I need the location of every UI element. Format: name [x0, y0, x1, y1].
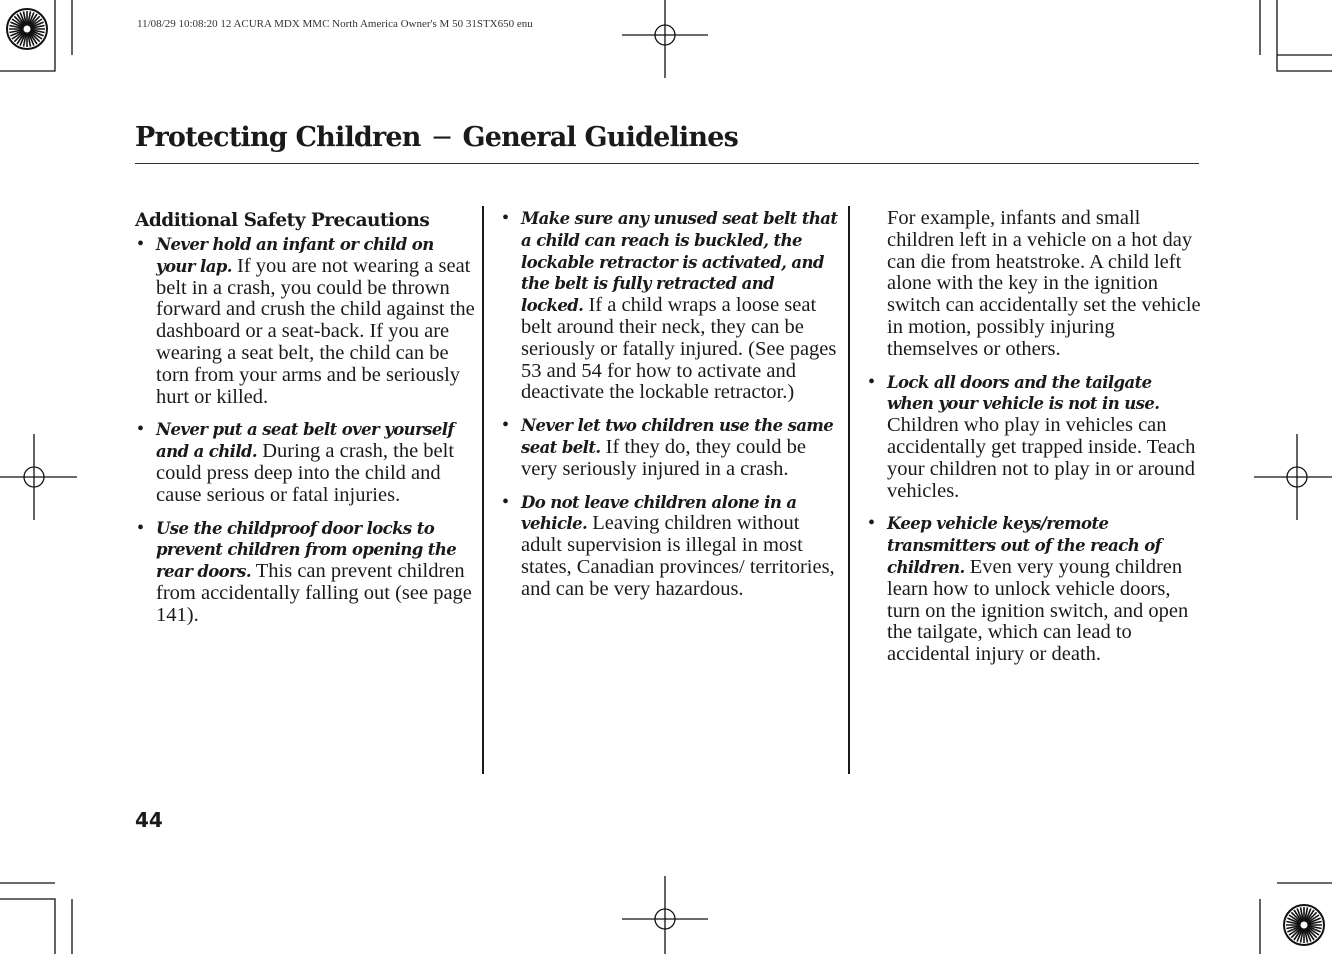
column-divider	[848, 206, 850, 774]
page-number: 44	[135, 808, 163, 832]
bullet-text: Leaving children without adult supervision is illegal in most states, Canadian provinces/ territories, and can be very hazardous.	[521, 512, 835, 600]
list-item	[500, 208, 840, 404]
bullet-text: During a crash, the belt could press deep into the child and cause serious or fatal injuries.	[156, 440, 455, 506]
registration-target-icon	[1284, 905, 1324, 945]
bullet-lead: Keep vehicle keys/remote transmitters out of the reach of children.	[887, 514, 1162, 577]
list-item	[500, 492, 840, 601]
column-divider	[482, 206, 484, 774]
title-rule	[135, 163, 1199, 164]
bullet-lead: Do not leave children alone in a vehicle.	[521, 492, 797, 534]
title-separator: −	[430, 122, 453, 153]
list-item	[866, 372, 1201, 503]
list-item	[500, 415, 840, 480]
column-2	[500, 208, 840, 612]
page-title-sub: General Guidelines	[462, 122, 739, 153]
print-slug: 11/08/29 10:08:20 12 ACURA MDX MMC North America Owner's M 50 31STX650 enu	[137, 18, 533, 30]
page-title-main: Protecting Children	[135, 122, 421, 153]
page-title	[135, 122, 738, 153]
bullet-text: If you are not wearing a seat belt in a crash, you could be thrown forward and crush the child against the dashboard or a seat-back. If you are wearing a seat belt, the child can be torn from your arms and be seriously hurt or killed.	[156, 254, 475, 408]
bullet-text: This can prevent children from accidentally falling out (see page 141).	[156, 560, 472, 626]
crosshair-icon	[0, 434, 77, 520]
section-heading: Additional Safety Precautions	[135, 210, 430, 231]
bullet-text: Children who play in vehicles can accidentally get trapped inside. Teach your children not to play in or around vehicles.	[887, 414, 1196, 502]
crosshair-icon	[622, 876, 708, 954]
bullet-lead: Never let two children use the same seat belt.	[521, 416, 834, 457]
list-item	[135, 419, 475, 506]
intro-paragraph: For example, infants and small children left in a vehicle on a hot day can die from heatstroke. A child left alone with the key in the ignition switch can accidentally set the vehicle in motion, possibly injuring themselves or others.	[887, 207, 1201, 360]
bullet-lead: Never put a seat belt over yourself and a child.	[156, 420, 454, 462]
bullet-lead: Make sure any unused seat belt that a child can reach is buckled, the lockable retractor is activated, and the belt is fully retracted and locked.	[521, 209, 838, 316]
bullet-lead: Use the childproof door locks to prevent children from opening the rear doors.	[156, 518, 457, 582]
registration-target-icon	[7, 9, 47, 49]
column-3	[866, 208, 1201, 677]
bullet-text: If they do, they could be very seriously injured in a crash.	[521, 435, 807, 480]
list-item	[866, 513, 1201, 666]
column-1	[135, 208, 475, 638]
crosshair-icon	[1254, 434, 1332, 520]
list-item	[135, 518, 475, 627]
bullet-lead: Never hold an infant or child on your lap.	[156, 235, 434, 276]
crosshair-icon	[622, 0, 708, 78]
list-item	[135, 234, 475, 408]
bullet-text: Even very young children learn how to unlock vehicle doors, turn on the ignition switch, and open the tailgate, which can lead to accidental injury or death.	[887, 555, 1189, 666]
bullet-text: If a child wraps a loose seat belt around their neck, they can be seriously or fatally injured. (See pages 53 and 54 for how to activate and deactivate the lockable retractor.)	[521, 294, 837, 404]
bullet-lead: Lock all doors and the tailgate when your vehicle is not in use.	[887, 372, 1160, 414]
